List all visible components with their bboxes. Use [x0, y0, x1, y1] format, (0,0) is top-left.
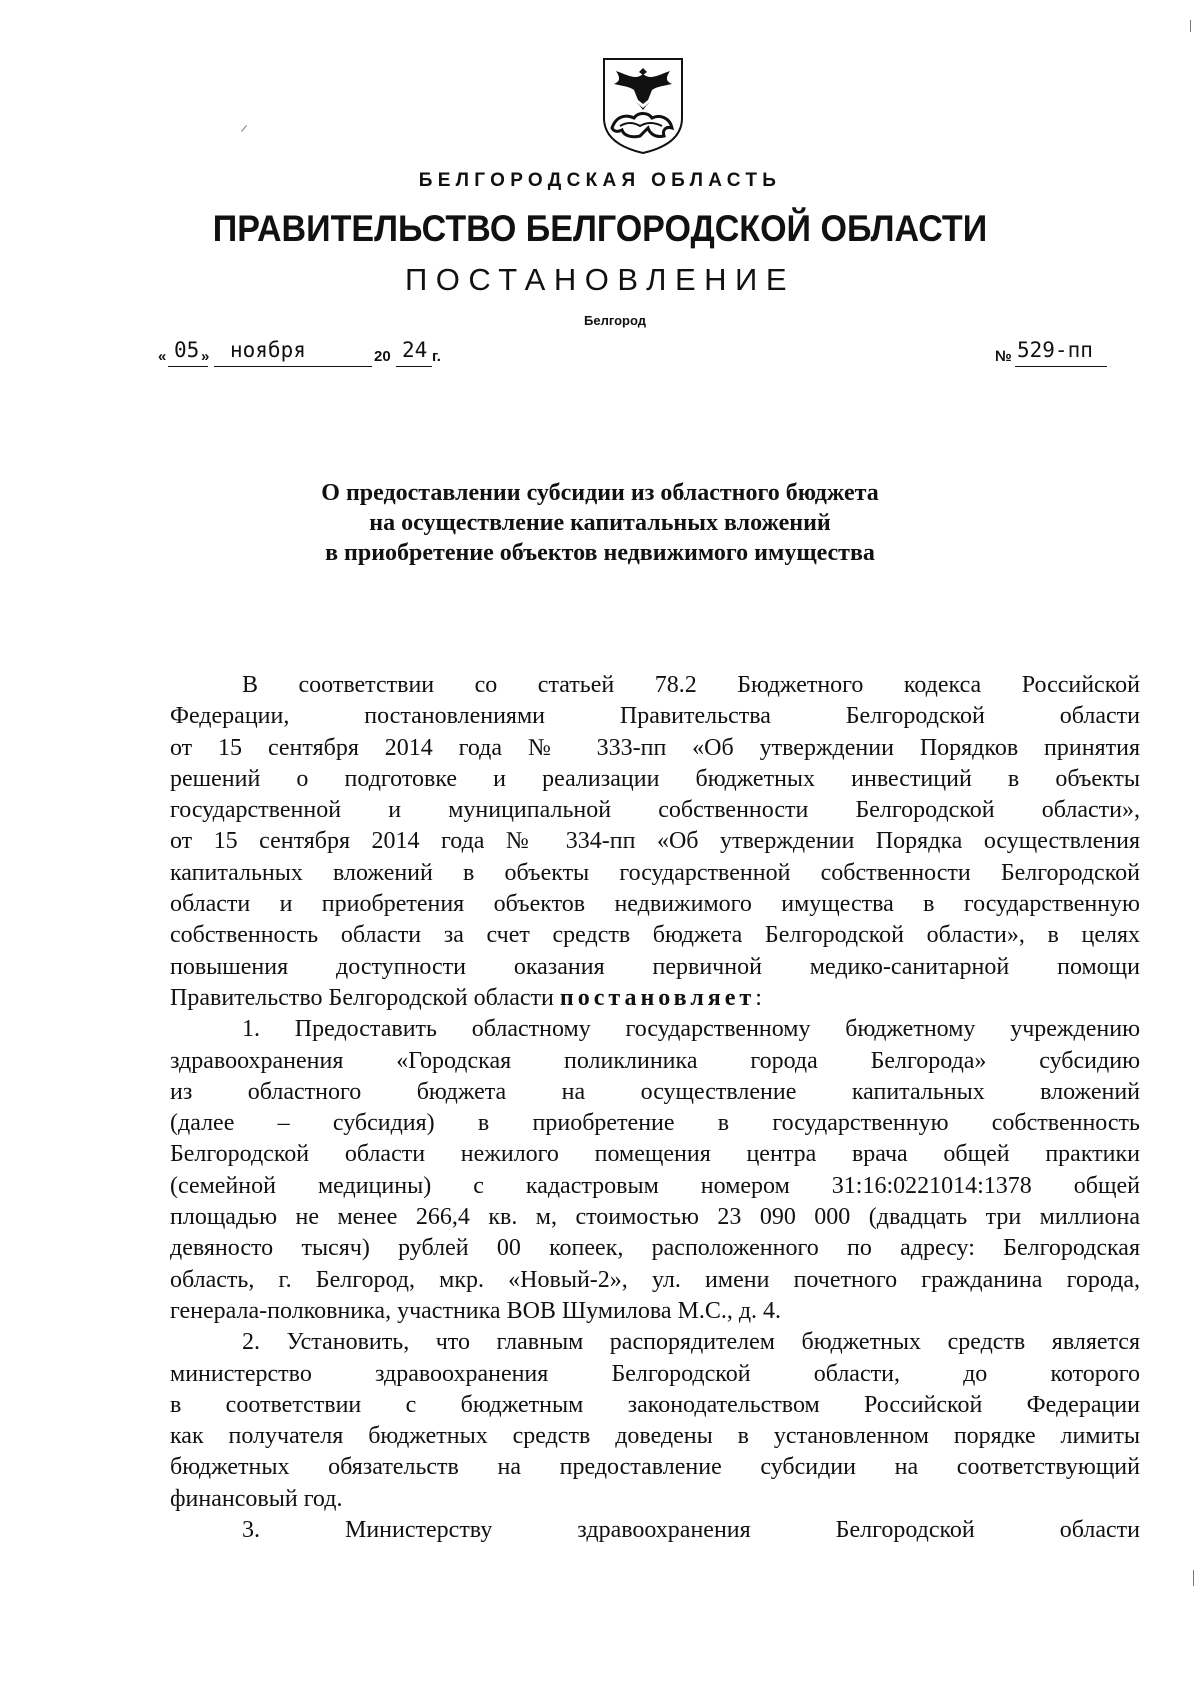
number-underline [1015, 366, 1107, 367]
body-line: здравоохранения «Городская поликлиника города Белгорода» субсидию [170, 1047, 1140, 1074]
date-year-underline [396, 366, 432, 367]
document-type: ПОСТАНОВЛЕНИЕ [404, 262, 796, 297]
date-day: 05 [174, 338, 200, 362]
resolves-colon: : [755, 984, 762, 1011]
body-line: государственной и муниципальной собственности Белгородской области», [170, 797, 1140, 824]
scan-mark [1190, 20, 1191, 32]
body-line: области и приобретения объектов недвижимого имущества в государственную [170, 891, 1140, 918]
coat-of-arms-graphic [600, 56, 686, 156]
body-line: генерала-полковника, участника ВОВ Шумилова М.С., д. 4. [170, 1297, 782, 1324]
document-number [995, 338, 1115, 368]
body-line: бюджетных обязательств на предоставление субсидии на соответствующий [170, 1454, 1140, 1481]
date-close-quote: » [201, 348, 210, 365]
body-line: повышения доступности оказания первичной медико-санитарной помощи [170, 953, 1140, 980]
body-line: от 15 сентября 2014 года № 334-пп «Об утверждении Порядка осуществления [170, 828, 1140, 855]
document-date [158, 338, 478, 368]
date-year-prefix: 20 [374, 348, 391, 365]
body-line: от 15 сентября 2014 года № 333-пп «Об утверждении Порядков принятия [170, 734, 1140, 761]
body-line: 2. Установить, что главным распорядителем бюджетных средств является [242, 1329, 1140, 1356]
date-suffix: г. [432, 348, 441, 365]
body-line: капитальных вложений в объекты государственной собственности Белгородской [170, 859, 1140, 886]
body-line: 3. Министерству здравоохранения Белгородской области [242, 1517, 1140, 1544]
body-line: в соответствии с бюджетным законодательством Российской Федерации [170, 1391, 1140, 1418]
body-line: министерство здравоохранения Белгородской области, до которого [170, 1360, 1140, 1387]
date-open-quote: « [158, 348, 167, 365]
body-line: В соответствии со статьей 78.2 Бюджетного кодекса Российской [242, 672, 1140, 698]
title-line: О предоставлении субсидии из областного бюджета [321, 480, 879, 506]
body-line: из областного бюджета на осуществление капитальных вложений [170, 1078, 1140, 1105]
date-month-underline [214, 366, 372, 367]
title-line: на осуществление капитальных вложений [369, 510, 831, 536]
title-line: в приобретение объектов недвижимого имущества [325, 540, 875, 566]
document-title [200, 478, 1000, 568]
body-line: Белгородской области нежилого помещения центра врача общей практики [170, 1141, 1140, 1168]
body-line: собственность области за счет средств бюджета Белгородской области», в целях [170, 922, 1140, 949]
body-line: Федерации, постановлениями Правительства Белгородской области [170, 703, 1140, 730]
body-line: как получателя бюджетных средств доведены в установленном порядке лимиты [170, 1423, 1140, 1450]
body-line: область, г. Белгород, мкр. «Новый-2», ул. имени почетного гражданина города, [170, 1266, 1140, 1293]
body-line: решений о подготовке и реализации бюджетных инвестиций в объекты [170, 765, 1140, 792]
number-value: 529-пп [1017, 338, 1093, 362]
body-line: финансовый год. [170, 1485, 343, 1512]
body-line: девяносто тысяч) рублей 00 копеек, расположенного по адресу: Белгородская [170, 1235, 1140, 1262]
scan-mark [241, 125, 247, 132]
coat-of-arms-icon [600, 56, 686, 156]
body-line-text: Правительство Белгородской области [170, 984, 554, 1011]
body-line: (далее – субсидия) в приобретение в государственную собственность [170, 1110, 1140, 1137]
date-month: ноября [230, 338, 306, 362]
scan-mark [1193, 1570, 1194, 1586]
date-year: 24 [402, 338, 428, 362]
date-day-underline [168, 366, 208, 367]
city-name: Белгород [584, 313, 646, 328]
government-name: ПРАВИТЕЛЬСТВО БЕЛГОРОДСКОЙ ОБЛАСТИ [212, 208, 988, 249]
body-line: площадью не менее 266,4 кв. м, стоимостью 23 090 000 (двадцать три миллиона [170, 1204, 1140, 1231]
region-name: БЕЛГОРОДСКАЯ ОБЛАСТЬ [418, 170, 782, 191]
body-line-resolves [170, 983, 1140, 1014]
body-line: 1. Предоставить областному государственному бюджетному учреждению [242, 1016, 1140, 1043]
resolves-word: постановляет [559, 984, 756, 1011]
number-sign: № [995, 348, 1012, 365]
body-line: (семейной медицины) с кадастровым номером 31:16:0221014:1378 общей [170, 1172, 1140, 1199]
document-body [170, 670, 1140, 1546]
